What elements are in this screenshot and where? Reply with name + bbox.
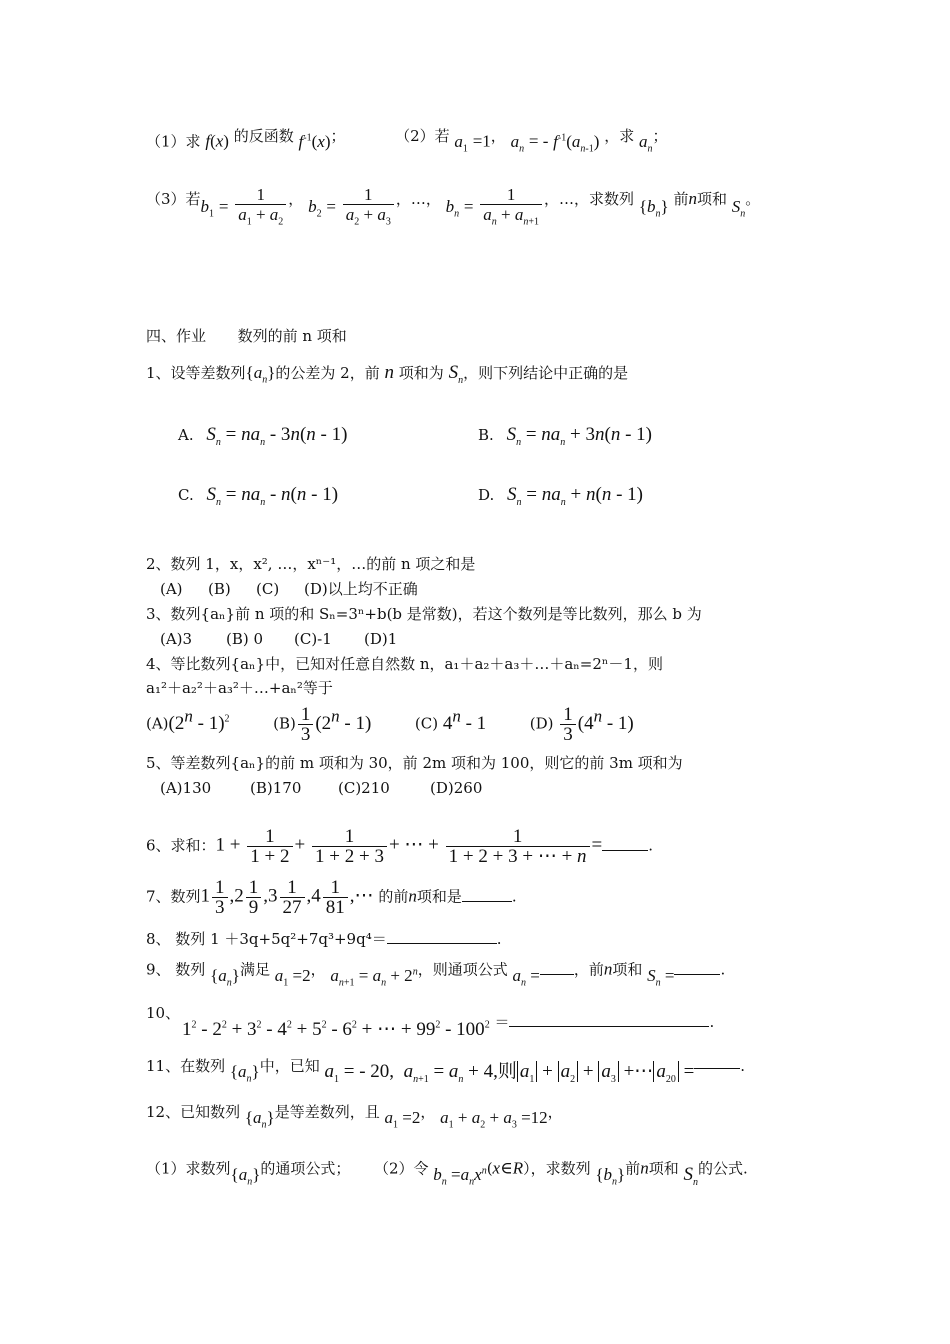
p1-stem-b: 的公差为 2，前 (275, 364, 380, 382)
p2-opt-b: (B) (208, 580, 231, 598)
p3-opt-b: (B) 0 (226, 630, 264, 648)
p9-c: ，前 (573, 960, 604, 979)
problem-2-stem: 2、数列 1，x，x², …，xⁿ⁻¹，…的前 n 项之和是 (146, 555, 476, 573)
p9-b: ，则通项公式 (417, 960, 508, 979)
tail3: 项和 (696, 190, 727, 209)
frac-b1: $\frac{1}{a_1 + a_2}$ (235, 185, 286, 231)
period: 。 (745, 190, 761, 209)
p4-label-a: (A) (146, 714, 169, 733)
p12-sub1b: 的通项公式； (260, 1159, 351, 1178)
p3-opt-a: (A)3 (160, 630, 193, 648)
problem-3-options (160, 628, 397, 650)
p9-a: 满足 (239, 960, 270, 979)
tail-text: ，求数列 (574, 190, 635, 209)
problem-5-stem: 5、等差数列{aₙ}的前 m 项和为 30，前 2m 项和为 100，则它的前 3m 项和为 (146, 754, 683, 772)
p4-label-b: (B) (273, 714, 296, 733)
p5-opt-c: (C)210 (338, 779, 390, 797)
p9-d: 项和 (612, 960, 643, 979)
p4-label-d: (D) (529, 714, 554, 733)
p5-opt-a: (A)130 (160, 779, 212, 797)
p12-sub2b: ），求数列 (523, 1159, 591, 1178)
problem-2-options (160, 578, 418, 600)
p6-label: 6、求和： (146, 836, 216, 855)
frac-bn: $\frac{1}{a_n + a_{n+1}}$ (480, 185, 542, 231)
p5-opt-b: (B)170 (250, 779, 302, 797)
frac-b2: $\frac{1}{a_2 + a_3}$ (343, 185, 394, 231)
problem-7: 7、数列1 $\frac{1}{3}$ ,2 $\frac{1}{9}$ ,3 $\frac{1}{27}$ ,4 $\frac{1}{81}$ ,⋯ 的前n项和是 . (146, 877, 517, 918)
p9-label: 9、 数列 (146, 960, 206, 979)
f-inverse: $f^{-1}(x)$ (298, 131, 331, 151)
p1-label-c: C. (178, 486, 194, 504)
problem-5-options (160, 777, 482, 799)
p10-end: . (709, 1013, 715, 1032)
p5-opt-d: (D)260 (430, 779, 483, 797)
p12-label: 12、已知数列 (146, 1103, 241, 1121)
p12-sub2d: 项和 (648, 1159, 679, 1178)
p12-sub1: （1）求数列 (146, 1159, 231, 1178)
part3-line1: （1）求 f(x) 的反函数 $f^{-1}(x)$； （2）若 $a_1 =1$， $a_n$ = - $f^{-1}(a_{n-1})$ ，求 $a_n$； (146, 126, 668, 155)
p7-tail: 的前 (378, 887, 409, 906)
p2-opt-c: (C) (256, 580, 280, 598)
p1-option-c: C. $S_n = na_n - n(n - 1)$ (178, 484, 339, 508)
problem-10 (146, 1002, 180, 1024)
p2-opt-d: (D)以上均不正确 (304, 580, 418, 598)
p1-option-d: D. $S_n = na_n + n(n - 1)$ (478, 484, 643, 508)
p1-label-a: A. (178, 426, 194, 444)
p1-stem-c: 项和为 (398, 364, 444, 382)
section-heading (146, 325, 347, 347)
p10-label: 10、 (146, 1004, 181, 1022)
problem-9: 9、 数列 $\{a_n\}$满足 $a_1 =2$， $a_{n+1} = a_n + 2^n$，则通项公式 $a_n$ = ，前n项和 $S_n$ = . (146, 959, 726, 989)
problem-4-options: (A)(2$^n$ - 1)$^2$ (B) $\frac{1}{3}$ (2$^n$ - 1) (C) 4$^n$ - 1 (D) $\frac{1}{3}$ (4$^n$ - 1) (146, 704, 634, 745)
p3-opt-c: (C)-1 (294, 630, 332, 648)
p8-label: 8、 数列 1 ＋3q+5q²+7q³+9q⁴＝ (146, 930, 387, 948)
p1-label-b: B. (478, 426, 494, 444)
p12-a: 是等差数列，且 (274, 1103, 380, 1121)
problem-12-parts: （1）求数列$\{a_n\}$的通项公式； （2）令 $b_n$ $=a_nx^n(x\in R)$，求数列 $\{b_n\}$前n项和 $S_n$的公式. (146, 1158, 748, 1188)
p7-label: 7、数列 (146, 887, 201, 906)
p3-opt-d: (D)1 (364, 630, 398, 648)
p10-eq: ＝ (494, 1013, 510, 1032)
p1-label-d: D. (478, 486, 495, 504)
p11-label: 11、在数列 (146, 1057, 226, 1075)
p1-option-a: A. $S_n = na_n - 3n(n - 1)$ (178, 424, 348, 448)
problem-4-stem-2: a₁²＋a₂²＋a₃²＋…+aₙ²等于 (146, 679, 333, 697)
p11-ze: 则 (497, 1061, 517, 1082)
p2-opt-a: (A) (160, 580, 183, 598)
p7-tail2: 项和是 (416, 887, 462, 906)
part3-line2: （3）若$b_1$ = $\frac{1}{a_1 + a_2}$ ， $b_2$ = $\frac{1}{a_2 + a_3}$ ，…， $b_n$ = $\frac{1}{a_n + a_{n+1}}$ ，…，求数列 $\{b_n\}$ 前n项和 $S_n$。 (146, 185, 760, 231)
q1-label: （1）求 (146, 132, 201, 151)
fx: f (205, 131, 211, 151)
p1-stem-d: ，则下列结论中正确的是 (463, 364, 629, 382)
seek-text: ，求 (604, 126, 635, 145)
p1-stem-a: 1、设等差数列 (146, 364, 246, 382)
problem-6: 6、求和：1 + $\frac{1}{1 + 2}$ + $\frac{1}{1 + 2 + 3}$ + ⋯ + $\frac{1}{1 + 2 + 3 + \cdots + n}$ = . (146, 826, 654, 867)
p12-sub2e: 的公式. (698, 1159, 748, 1178)
p1-option-b: B. $S_n = na_n + 3n(n - 1)$ (478, 424, 652, 448)
problem-3-stem: 3、数列{aₙ}前 n 项的和 Sₙ=3ⁿ+b(b 是常数)，若这个数列是等比数列，那么 b 为 (146, 605, 702, 623)
q3-label: （3）若 (146, 190, 201, 209)
problem-11: 11、在数列 $\{a_n\}$中，已知 $a_1$ = - 20, $a_{n+1} = a_n + 4$,则 $a_1 + a_2 + a_3$ +⋯ $a_{20}$ = . (146, 1055, 745, 1085)
p8-end: . (496, 930, 502, 948)
section-subtitle: 数列的前 n 项和 (237, 327, 347, 345)
p7-end: . (511, 887, 517, 906)
p4-label-c: (C) (414, 714, 439, 733)
tail2: 前 (673, 190, 689, 209)
q2-label: （2）若 (395, 126, 450, 145)
p11-end: . (740, 1057, 746, 1075)
problem-4-stem-1: 4、等比数列{aₙ}中，已知对任意自然数 n，a₁＋a₂＋a₃＋…＋aₙ=2ⁿ－1，则 (146, 655, 663, 673)
problem-8 (146, 928, 502, 950)
problem-10-expr: $1^2 - 2^2 + 3^2 - 4^2 + 5^2 - 6^2$ + ⋯ + $99^2 - 100^2$ ＝ . (182, 1013, 715, 1041)
p12-sub2c: 前 (625, 1159, 641, 1178)
problem-1-stem: 1、设等差数列$\{a_n\}$的公差为 2，前 n 项和为 $S_n$，则下列结论中正确的是 (146, 362, 629, 386)
inverse-text: 的反函数 (233, 126, 294, 145)
p9-end: . (720, 960, 726, 979)
p12-sub2: （2）令 (373, 1159, 429, 1178)
problem-12: 12、已知数列 $\{a_n\}$是等差数列，且 $a_1 =2$， $a_1 + a_2 + a_3 =12$， (146, 1103, 563, 1131)
p11-a: 中，已知 (259, 1057, 320, 1075)
section-title: 四、作业 (146, 327, 207, 345)
